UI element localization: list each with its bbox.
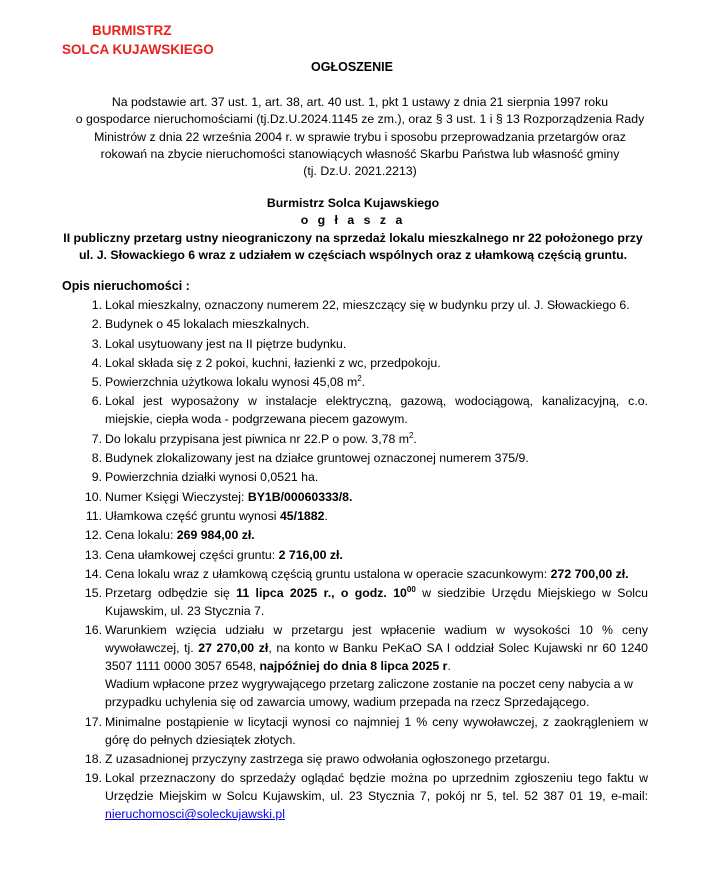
item-text: Lokal usytuowany jest na II piętrze budynku. xyxy=(105,336,347,351)
item-text-part: Numer Księgi Wieczystej: xyxy=(105,489,248,504)
legal-basis xyxy=(70,94,650,180)
tender-subject-line: ul. J. Słowackiego 6 wraz z udziałem w częściach wspólnych oraz z ułamkową częścią gruntu. xyxy=(78,248,628,263)
flat-price: 269 984,00 zł. xyxy=(176,528,255,543)
legal-basis-line: (tj. Dz.U. 2021.2213) xyxy=(303,164,417,179)
item-number: 3. xyxy=(91,336,102,351)
list-item xyxy=(62,769,648,823)
item-text-part: Powierzchnia użytkowa lokalu wynosi 45,08 m xyxy=(105,375,358,390)
list-item xyxy=(62,335,648,353)
item-number: 14. xyxy=(84,566,102,581)
tender-subject-line: II publiczny przetarg ustny nieograniczony na sprzedaż lokalu mieszkalnego nr 22 położonego przy xyxy=(63,230,643,245)
item-text-part: . xyxy=(413,431,417,446)
property-description-list xyxy=(62,296,648,825)
item-number: 1. xyxy=(91,298,102,312)
announcer-name: Burmistrz Solca Kujawskiego xyxy=(266,196,440,210)
item-text: Lokal mieszkalny, oznaczony numerem 22, mieszczący się w budynku przy ul. J. Słowackiego 6. xyxy=(105,298,630,312)
authority-line-2: SOLCA KUJAWSKIEGO xyxy=(62,42,214,57)
item-text-part: . xyxy=(361,375,366,390)
item-number: 11. xyxy=(85,508,102,523)
list-item xyxy=(62,468,648,486)
item-number: 12. xyxy=(84,528,102,543)
item-text xyxy=(105,769,648,823)
item-text-part: . xyxy=(447,659,451,674)
item-number: 18. xyxy=(84,752,102,767)
legal-basis-line: o gospodarce nieruchomościami (tj.Dz.U.2024.1145 ze zm.), oraz § 3 ust. 1 i § 13 Rozporządzenia Rady xyxy=(75,112,645,127)
land-share-fraction: 45/1882 xyxy=(279,508,325,523)
list-item xyxy=(62,621,648,711)
item-text-part: . xyxy=(324,508,328,523)
item-text-part: , na konto w Banku PeKaO SA I oddział Solec Kujawski nr 60 1240 3507 1111 0000 3057 6548, xyxy=(105,641,649,674)
item-text xyxy=(105,375,365,389)
item-number: 5. xyxy=(91,375,102,390)
item-text-part: Warunkiem wzięcia udziału w przetargu jest wpłacenie wadium w wysokości 10 % ceny wywoławczej, tj. xyxy=(105,623,648,656)
list-item xyxy=(62,526,648,544)
item-number: 2. xyxy=(91,317,102,332)
list-item xyxy=(62,713,648,749)
section-title: Opis nieruchomości : xyxy=(62,279,190,293)
item-text xyxy=(105,509,328,523)
item-text-part: Cena lokalu: xyxy=(105,528,177,543)
item-text-part: w siedzibie Urzędu Miejskiego w Solcu Kujawskim, ul. 23 Stycznia 7. xyxy=(105,586,649,619)
item-number: 17. xyxy=(84,714,102,729)
legal-basis-line: Ministrów z dnia 22 września 2004 r. w sprawie trybu i sposobu przeprowadzania przetargów oraz xyxy=(94,129,626,144)
item-number: 6. xyxy=(91,394,102,409)
item-number: 9. xyxy=(91,470,102,485)
list-item xyxy=(62,546,648,564)
item-text: Budynek o 45 lokalach mieszkalnych. xyxy=(105,317,310,332)
item-text xyxy=(105,490,352,504)
item-text: Minimalne postąpienie w licytacji wynosi co najmniej 1 % ceny wywoławczej, z zaokrągleniem w górę do pełnych dziesiątek złotych. xyxy=(105,714,648,747)
list-item xyxy=(62,449,648,467)
list-item xyxy=(62,354,648,372)
item-text xyxy=(105,621,648,675)
item-number: 13. xyxy=(84,547,102,562)
item-number: 7. xyxy=(91,431,102,446)
list-item xyxy=(62,507,648,525)
item-text-continuation: Wadium wpłacone przez wygrywającego przetarg zaliczone zostanie na poczet ceny nabycia a w przypadku uchylenia się od zawarcia umowy, wadium przepada na rzecz Sprzedającego. xyxy=(105,677,633,710)
list-item xyxy=(62,392,648,428)
item-text xyxy=(105,584,648,620)
total-price: 272 700,00 zł. xyxy=(550,566,629,581)
item-number: 8. xyxy=(91,451,102,466)
list-item xyxy=(62,296,648,314)
item-text-part: Cena ułamkowej części gruntu: xyxy=(105,547,279,562)
list-item xyxy=(62,373,648,391)
item-text-part: Przetarg odbędzie się xyxy=(105,586,237,601)
item-text-part: Cena lokalu wraz z ułamkową częścią gruntu ustalona w operacie szacunkowym: xyxy=(105,566,551,581)
deposit-deadline: najpóźniej do dnia 8 lipca 2025 r xyxy=(259,659,448,674)
announcer-verb: o g ł a s z a xyxy=(300,213,406,228)
superscript: 00 xyxy=(406,585,416,595)
legal-basis-line: rokowań na zbycie nieruchomości stanowiących własność Skarbu Państwa lub własność gminy xyxy=(100,146,620,161)
list-item xyxy=(62,430,648,448)
list-item xyxy=(62,750,648,768)
item-text xyxy=(105,567,629,581)
item-number: 10. xyxy=(84,489,102,504)
land-register-number: BY1B/00060333/8. xyxy=(247,489,353,504)
item-text: Budynek zlokalizowany jest na działce gruntowej oznaczonej numerem 375/9. xyxy=(105,451,529,466)
page-title: OGŁOSZENIE xyxy=(311,60,393,74)
item-text: Z uzasadnionej przyczyny zastrzega się prawo odwołania ogłoszonego przetargu. xyxy=(105,752,550,767)
superscript: 2 xyxy=(408,430,414,440)
item-number: 15. xyxy=(84,586,102,601)
item-text: Powierzchnia działki wynosi 0,0521 ha. xyxy=(105,470,319,485)
list-item xyxy=(62,565,648,583)
item-text xyxy=(105,548,343,562)
deposit-amount: 27 270,00 zł xyxy=(198,641,269,656)
item-number: 4. xyxy=(91,355,102,370)
legal-basis-line: Na podstawie art. 37 ust. 1, art. 38, art. 40 ust. 1, pkt 1 ustawy z dnia 21 sierpnia 1997 roku xyxy=(111,95,609,109)
item-text-part: Do lokalu przypisana jest piwnica nr 22.P o pow. 3,78 m xyxy=(105,431,409,446)
item-text-part: Ułamkowa część gruntu wynosi xyxy=(105,508,280,523)
item-text-part: Lokal przeznaczony do sprzedaży oglądać będzie można po uprzednim zgłoszeniu tego faktu w Urzędzie Miejskim w Solcu Kujawskim, ul. 23 Stycznia 7, pokój nr 5, tel. 52 387 01 19, e-mail: xyxy=(105,771,648,804)
superscript: 2 xyxy=(357,374,362,384)
issuing-authority xyxy=(62,21,214,59)
item-number: 19. xyxy=(84,771,102,786)
item-text xyxy=(105,528,255,542)
item-number: 16. xyxy=(84,623,102,638)
list-item xyxy=(62,584,648,620)
item-text: Lokal jest wyposażony w instalacje elektryczną, gazową, wodociągową, kanalizacyjną, c.o. miejskie, ciepła woda - podgrzewana piecem gazowym. xyxy=(105,394,648,427)
item-text: Lokal składa się z 2 pokoi, kuchni, łazienki z wc, przedpokoju. xyxy=(105,355,441,370)
item-text xyxy=(105,432,417,446)
land-share-price: 2 716,00 zł. xyxy=(278,547,343,562)
email-link[interactable]: nieruchomosci@soleckujawski.pl xyxy=(105,807,285,822)
list-item xyxy=(62,488,648,506)
list-item xyxy=(62,315,648,333)
auction-date: 11 lipca 2025 r., o godz. 10 xyxy=(236,586,407,601)
announcer-block xyxy=(40,195,666,265)
authority-line-1: BURMISTRZ xyxy=(92,23,172,38)
